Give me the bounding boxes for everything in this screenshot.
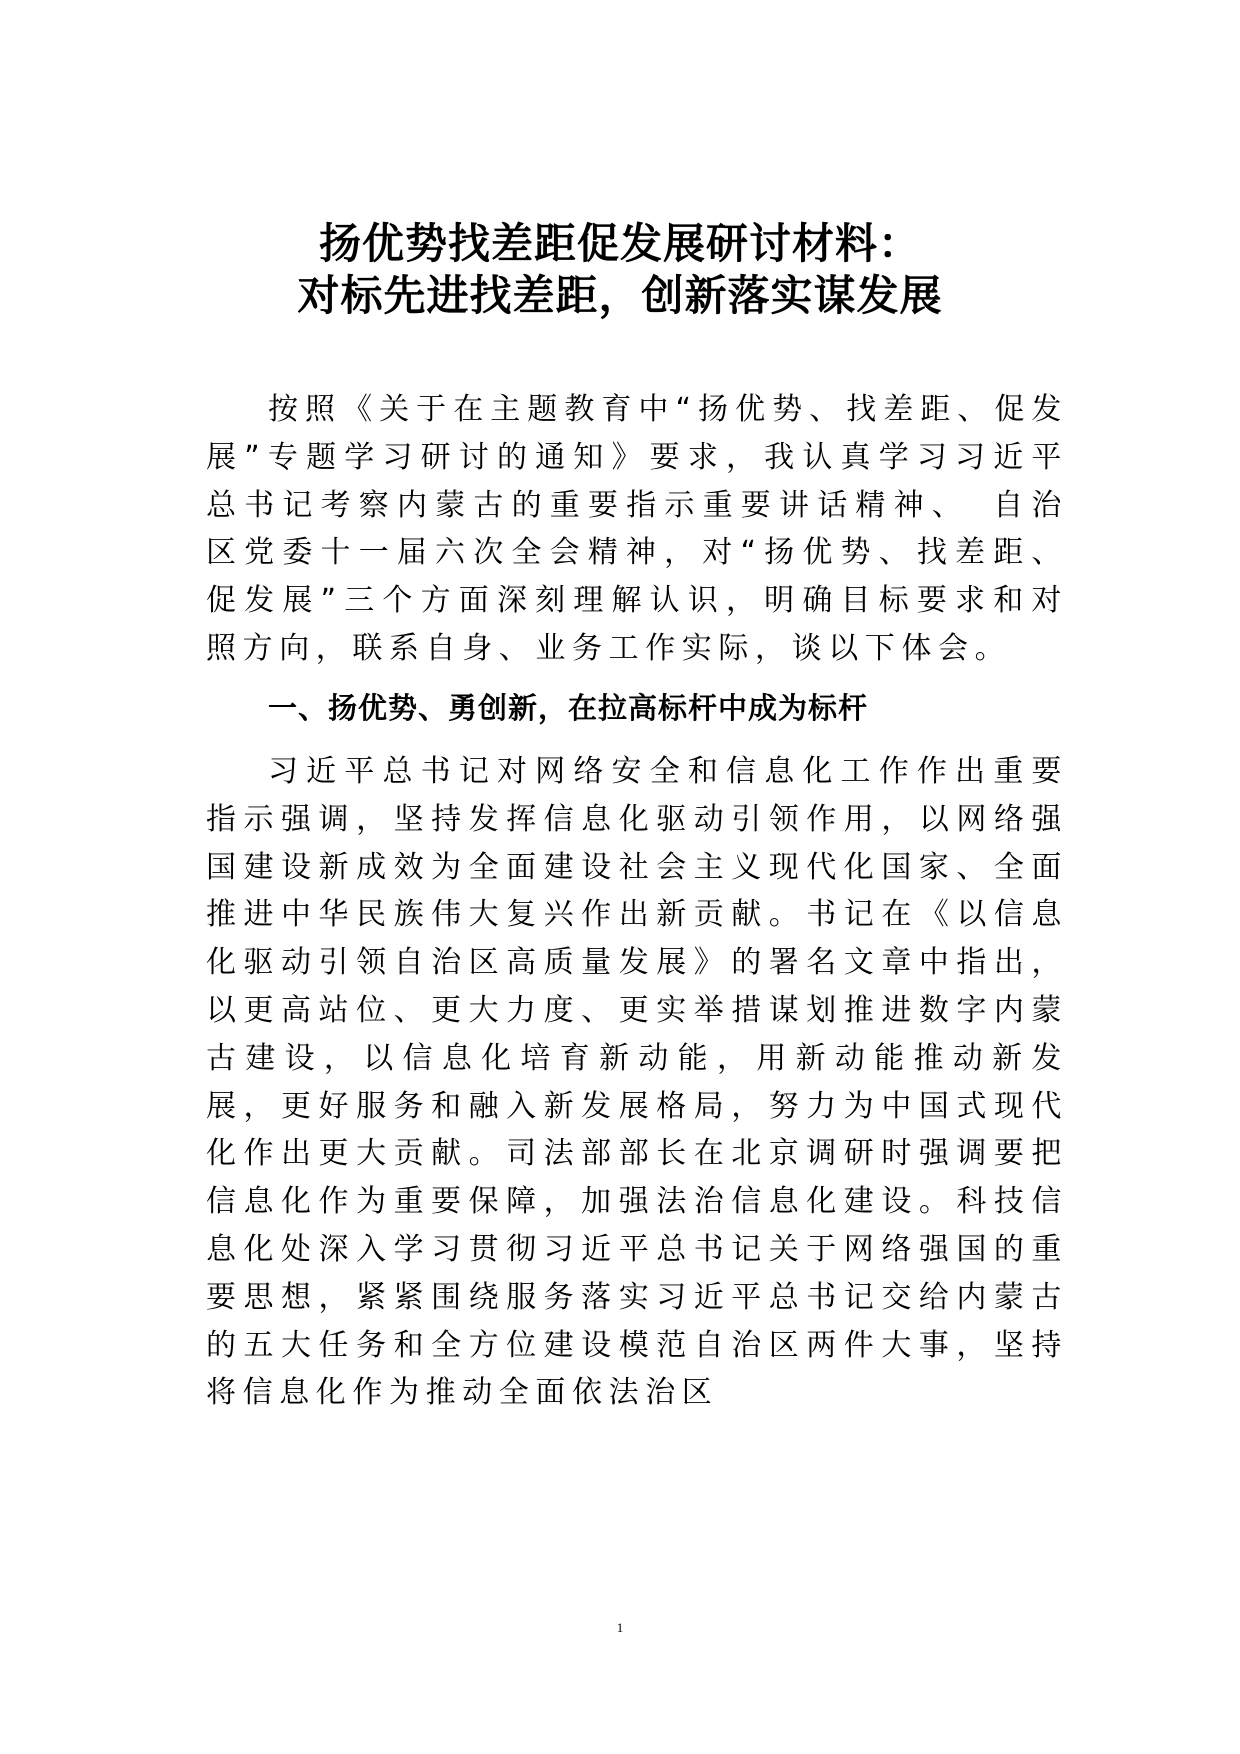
document-title-line-2: 对标先进找差距，创新落实谋发展 — [297, 271, 943, 320]
page-number: 1 — [616, 1620, 624, 1635]
document-title-line-1: 扬优势找差距促发展研讨材料： — [318, 219, 921, 268]
section-heading: 一、扬优势、勇创新，在拉高标杆中成为标杆 — [268, 691, 869, 725]
paragraph-section-1: 习近平总书记对网络安全和信息化工作作出重要指示强调，坚持发挥信息化驱动引领作用，以网络强国建设新成效为全面建设社会主义现代化国家、全面推进中华民族伟大复兴作出新贡献。书记在《以信息化驱动引领自治区高质量发展》的署名文章中指出，以更高站位、更大力度、更实举措谋划推进数字内蒙古建设，以信息化培育新动能，用新动能推动新发展，更好服务和融入新发展格局，努力为中国式现代化作出更大贡献。司法部部长在北京调研时强调要把信息化作为重要保障，加强法治信息化建设。科技信息化处深入学习贯彻习近平总书记关于网络强国的重要思想，紧紧围绕服务落实习近平总书记交给内蒙古的五大任务和全方位建设模范自治区两件大事，坚持将信息化作为推动全面依法治区 — [206, 754, 1068, 1411]
paragraph-introduction: 按照《关于在主题教育中“扬优势、找差距、促发展”专题学习研讨的通知》要求，我认真学习习近平总书记考察内蒙古的重要指示重要讲话精神、 自治区党委十一届六次全会精神，对“扬优势、找差距、促发展”三个方面深刻理解认识，明确目标要求和对照方向，联系自身、业务工作实际，谈以下体会。 — [206, 392, 1068, 666]
